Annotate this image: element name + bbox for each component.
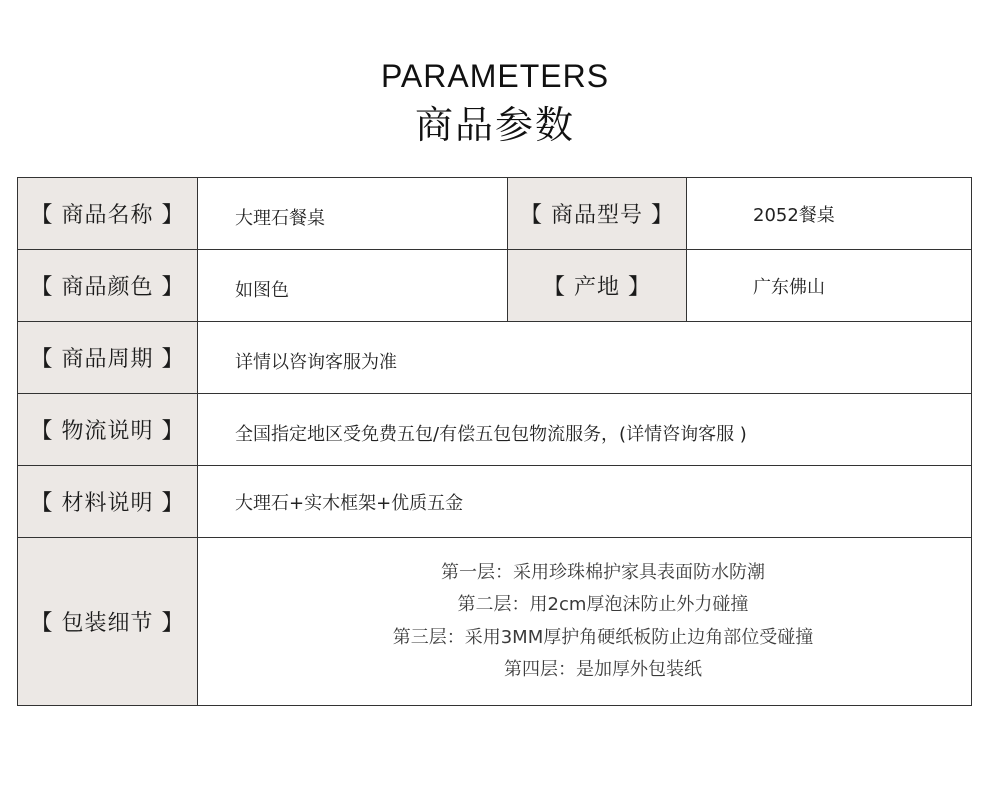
label-product-model: 【 商品型号 】	[507, 178, 687, 249]
table-row-packaging	[18, 538, 971, 705]
value-logistics: 全国指定地区受免费五包/有偿五包包物流服务，(详情咨询客服 )	[235, 423, 747, 445]
label-product-name: 【 商品名称 】	[18, 178, 198, 249]
label-packaging: 【 包装细节 】	[18, 538, 198, 705]
value-material: 大理石+实木框架+优质五金	[235, 492, 464, 514]
packaging-line-3: 第三层：采用3MM厚护角硬纸板防止边角部位受碰撞	[392, 626, 814, 648]
title-chinese: 商品参数	[414, 103, 575, 147]
value-product-color: 如图色	[235, 279, 289, 301]
packaging-line-2: 第二层：用2cm厚泡沫防止外力碰撞	[457, 594, 749, 615]
table-row-color	[18, 250, 971, 322]
label-logistics: 【 物流说明 】	[18, 394, 198, 465]
title-english: PARAMETERS	[380, 58, 610, 94]
packaging-line-1: 第一层：采用珍珠棉护家具表面防水防潮	[441, 561, 765, 583]
packaging-line-4: 第四层：是加厚外包装纸	[504, 659, 702, 680]
parameters-table	[17, 177, 972, 706]
label-product-color: 【 商品颜色 】	[18, 250, 198, 321]
value-product-period: 详情以咨询客服为准	[235, 351, 397, 373]
table-row-model	[18, 178, 971, 250]
value-product-model: 2052餐桌	[753, 204, 835, 226]
value-origin: 广东佛山	[753, 276, 825, 298]
label-material: 【 材料说明 】	[18, 466, 198, 537]
packaging-details	[198, 538, 971, 705]
label-origin: 【 产地 】	[507, 250, 687, 321]
table-row-period	[18, 322, 971, 394]
value-product-name: 大理石餐桌	[235, 207, 325, 229]
table-row-logistics	[18, 394, 971, 466]
label-product-period: 【 商品周期 】	[18, 322, 198, 393]
table-row-material	[18, 466, 971, 538]
